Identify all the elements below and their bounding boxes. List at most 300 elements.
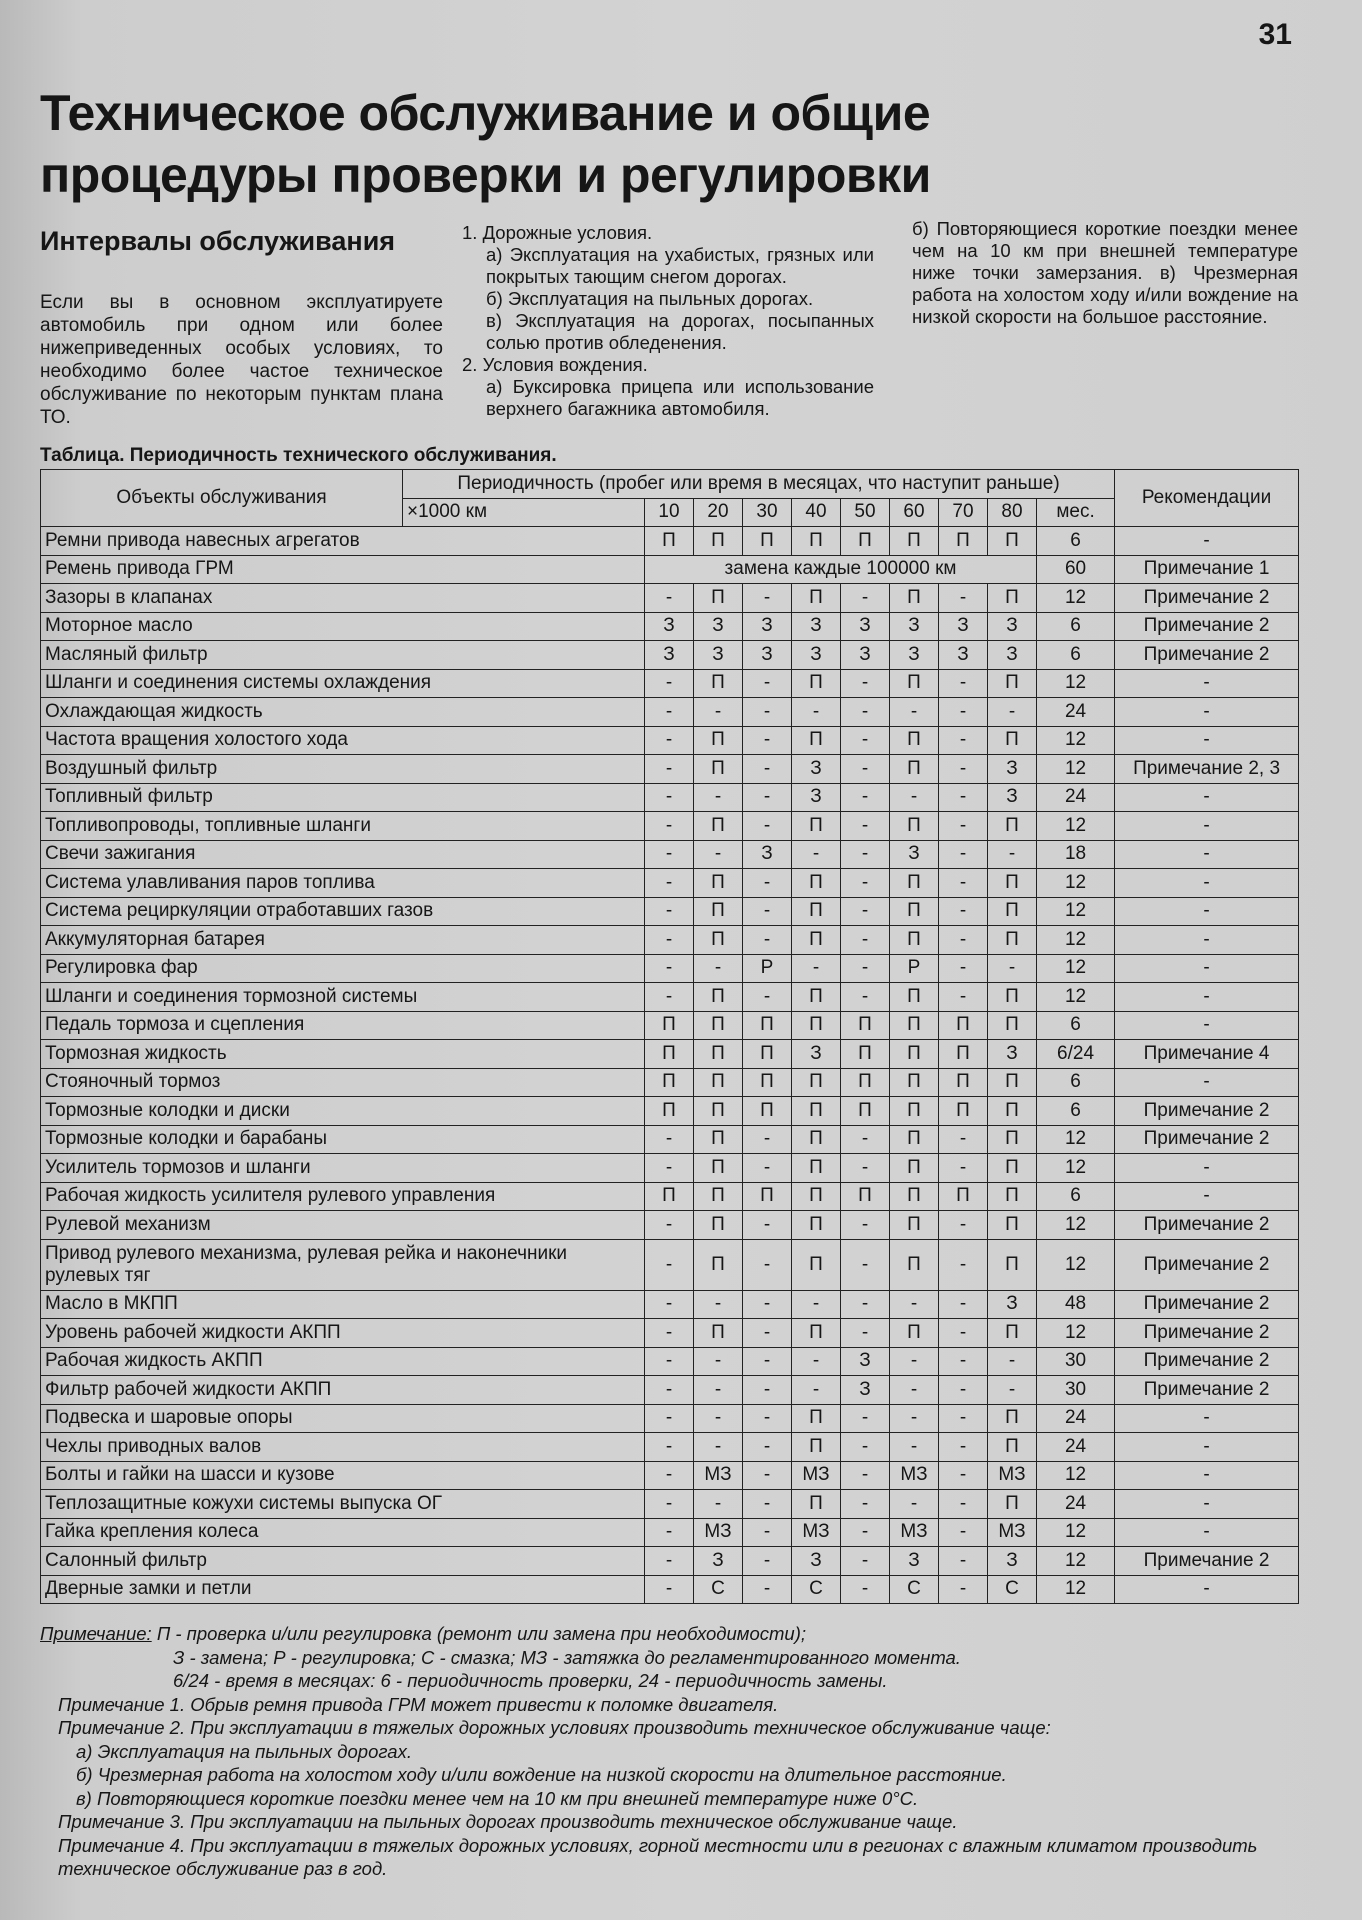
row-interval-cell: П	[988, 1490, 1037, 1519]
row-interval-cell: -	[988, 1376, 1037, 1405]
table-row	[41, 669, 1299, 698]
row-interval-cell: -	[792, 1376, 841, 1405]
row-interval-cell: П	[743, 1040, 792, 1069]
row-interval-cell: -	[841, 584, 890, 613]
table-row	[41, 1319, 1299, 1348]
row-object-name: Подвеска и шаровые опоры	[41, 1404, 645, 1433]
row-interval-cell: П	[988, 983, 1037, 1012]
row-months: 12	[1037, 584, 1115, 613]
row-recommendation: -	[1115, 698, 1299, 727]
row-months: 30	[1037, 1347, 1115, 1376]
row-interval-cell: П	[792, 1404, 841, 1433]
row-interval-cell: П	[792, 983, 841, 1012]
row-interval-cell: -	[841, 726, 890, 755]
row-object-name: Педаль тормоза и сцепления	[41, 1011, 645, 1040]
row-months: 6	[1037, 1182, 1115, 1211]
row-months: 12	[1037, 1154, 1115, 1183]
row-interval-cell: -	[645, 669, 694, 698]
row-interval-cell: -	[645, 812, 694, 841]
row-interval-cell: П	[694, 1154, 743, 1183]
table-row	[41, 1239, 1299, 1290]
row-months: 12	[1037, 812, 1115, 841]
condition-item: 1. Дорожные условия.	[462, 222, 653, 243]
row-interval-cell: П	[694, 926, 743, 955]
row-interval-cell: П	[743, 527, 792, 556]
header-km-label: ×1000 км	[403, 498, 645, 527]
row-interval-cell: П	[890, 926, 939, 955]
row-interval-cell: З	[988, 1290, 1037, 1319]
row-interval-cell: -	[939, 1239, 988, 1290]
note-1: Примечание 1. Обрыв ремня привода ГРМ может привести к поломке двигателя.	[58, 1693, 779, 1715]
row-object-name: Моторное масло	[41, 612, 645, 641]
row-interval-cell: -	[743, 1211, 792, 1240]
row-interval-cell: -	[841, 1125, 890, 1154]
row-interval-cell: -	[645, 698, 694, 727]
row-months: 12	[1037, 1211, 1115, 1240]
row-interval-cell: П	[792, 1211, 841, 1240]
condition-item: а) Эксплуатация на ухабистых, грязных или покрытых тающим снегом дорогах.	[486, 244, 874, 287]
row-interval-cell: -	[841, 1290, 890, 1319]
row-months: 12	[1037, 1461, 1115, 1490]
row-interval-cell: МЗ	[988, 1518, 1037, 1547]
row-months: 6	[1037, 1097, 1115, 1126]
row-interval-cell: -	[645, 1575, 694, 1604]
row-interval-cell: П	[645, 1097, 694, 1126]
row-interval-cell: -	[645, 1319, 694, 1348]
notes-label: Примечание:	[40, 1623, 152, 1644]
row-interval-cell: -	[743, 869, 792, 898]
row-recommendation: -	[1115, 897, 1299, 926]
table-row	[41, 812, 1299, 841]
row-interval-cell: П	[988, 1211, 1037, 1240]
table-row	[41, 1125, 1299, 1154]
row-interval-cell: П	[939, 1011, 988, 1040]
table-row	[41, 527, 1299, 556]
table-row	[41, 726, 1299, 755]
row-recommendation: Примечание 2	[1115, 584, 1299, 613]
row-recommendation: Примечание 1	[1115, 555, 1299, 584]
header-km-70: 70	[939, 498, 988, 527]
row-object-name: Гайка крепления колеса	[41, 1518, 645, 1547]
row-interval-cell: -	[939, 669, 988, 698]
row-interval-cell: -	[841, 669, 890, 698]
row-interval-cell: П	[890, 1211, 939, 1240]
row-interval-cell: З	[792, 1547, 841, 1576]
maintenance-table	[40, 469, 1299, 1604]
row-interval-cell: -	[645, 783, 694, 812]
row-recommendation: -	[1115, 1461, 1299, 1490]
row-object-name: Стояночный тормоз	[41, 1068, 645, 1097]
notes-legend-2: З - замена; Р - регулировка; С - смазка; МЗ - затяжка до регламентированного момента.	[173, 1646, 961, 1668]
row-months: 12	[1037, 1575, 1115, 1604]
table-row	[41, 1347, 1299, 1376]
condition-item: а) Буксировка прицепа или использование верхнего багажника автомобиля.	[486, 376, 874, 419]
row-interval-cell: -	[939, 1518, 988, 1547]
row-interval-cell: -	[939, 698, 988, 727]
row-interval-cell: З	[743, 641, 792, 670]
row-interval-cell: П	[988, 527, 1037, 556]
row-interval-cell: -	[743, 755, 792, 784]
row-interval-cell: -	[988, 840, 1037, 869]
row-interval-cell: -	[792, 1290, 841, 1319]
header-km-50: 50	[841, 498, 890, 527]
row-months: 12	[1037, 1518, 1115, 1547]
table-caption: Таблица. Периодичность технического обслуживания.	[40, 445, 557, 466]
row-interval-cell: З	[694, 641, 743, 670]
row-interval-cell: -	[694, 1290, 743, 1319]
row-interval-cell: П	[694, 1097, 743, 1126]
row-interval-cell: -	[743, 1518, 792, 1547]
row-interval-cell: П	[694, 527, 743, 556]
row-interval-cell: -	[694, 1376, 743, 1405]
row-interval-cell: -	[743, 812, 792, 841]
row-interval-cell: П	[792, 669, 841, 698]
row-months: 12	[1037, 1319, 1115, 1348]
row-interval-cell: -	[841, 1518, 890, 1547]
row-interval-cell: Р	[890, 954, 939, 983]
table-row	[41, 1376, 1299, 1405]
row-interval-cell: -	[645, 983, 694, 1012]
row-interval-cell: З	[890, 1547, 939, 1576]
table-row	[41, 1154, 1299, 1183]
row-interval-cell: МЗ	[792, 1461, 841, 1490]
row-interval-cell: П	[645, 527, 694, 556]
row-interval-cell: -	[645, 755, 694, 784]
row-interval-cell: -	[645, 1347, 694, 1376]
row-months: 24	[1037, 783, 1115, 812]
row-interval-cell: П	[694, 1125, 743, 1154]
row-interval-cell: -	[890, 1490, 939, 1519]
row-interval-cell: П	[988, 1154, 1037, 1183]
row-object-name: Тормозные колодки и барабаны	[41, 1125, 645, 1154]
row-object-name: Рабочая жидкость усилителя рулевого управления	[41, 1182, 645, 1211]
row-interval-cell: П	[694, 1011, 743, 1040]
table-row	[41, 755, 1299, 784]
row-interval-cell: Р	[743, 954, 792, 983]
row-interval-cell: П	[841, 1097, 890, 1126]
row-recommendation: Примечание 2	[1115, 641, 1299, 670]
row-recommendation: Примечание 2	[1115, 1097, 1299, 1126]
header-km-20: 20	[694, 498, 743, 527]
row-interval-cell: -	[939, 1125, 988, 1154]
row-interval-cell: -	[743, 1290, 792, 1319]
row-interval-cell: З	[890, 840, 939, 869]
row-interval-cell: -	[743, 1490, 792, 1519]
conditions-column-3: б) Повторяющиеся короткие поездки менее чем на 10 км при внешней температуре ниже точки замерзания. в) Чрезмерная работа на холостом ходу и/или вождение на низкой скорости на большое расстояние.	[912, 218, 1298, 327]
row-interval-cell: П	[988, 1182, 1037, 1211]
row-interval-cell: П	[743, 1068, 792, 1097]
row-interval-cell: П	[890, 1011, 939, 1040]
row-recommendation: -	[1115, 869, 1299, 898]
header-km-30: 30	[743, 498, 792, 527]
row-interval-cell: -	[939, 1211, 988, 1240]
row-months: 12	[1037, 669, 1115, 698]
row-interval-cell: П	[792, 897, 841, 926]
row-interval-cell: -	[645, 1518, 694, 1547]
row-interval-cell: -	[792, 1347, 841, 1376]
row-months: 12	[1037, 983, 1115, 1012]
row-interval-cell: П	[792, 1433, 841, 1462]
row-interval-cell: -	[743, 783, 792, 812]
page-title: Техническое обслуживание и общие процедуры проверки и регулировки	[40, 85, 931, 203]
row-interval-cell: -	[841, 1404, 890, 1433]
row-interval-cell: -	[988, 954, 1037, 983]
row-interval-cell: П	[792, 1239, 841, 1290]
row-months: 12	[1037, 1239, 1115, 1290]
row-interval-cell: -	[694, 840, 743, 869]
table-row	[41, 1461, 1299, 1490]
row-interval-cell: П	[988, 897, 1037, 926]
row-interval-cell: -	[743, 1376, 792, 1405]
row-object-name: Уровень рабочей жидкости АКПП	[41, 1319, 645, 1348]
row-interval-cell: МЗ	[694, 1461, 743, 1490]
row-interval-cell: -	[939, 726, 988, 755]
row-recommendation: -	[1115, 783, 1299, 812]
row-interval-cell: З	[694, 612, 743, 641]
row-object-name: Топливопроводы, топливные шланги	[41, 812, 645, 841]
row-interval-cell: -	[743, 1461, 792, 1490]
row-interval-cell: З	[890, 641, 939, 670]
row-interval-cell: -	[841, 812, 890, 841]
row-object-name: Воздушный фильтр	[41, 755, 645, 784]
row-interval-cell: С	[890, 1575, 939, 1604]
row-recommendation: -	[1115, 1068, 1299, 1097]
row-months: 6	[1037, 1011, 1115, 1040]
row-interval-cell: -	[645, 840, 694, 869]
row-interval-cell: -	[743, 926, 792, 955]
row-interval-cell: П	[792, 1068, 841, 1097]
row-interval-cell: -	[743, 983, 792, 1012]
row-interval-cell: -	[743, 1239, 792, 1290]
row-recommendation: Примечание 4	[1115, 1040, 1299, 1069]
notes-legend-1-text: П - проверка и/или регулировка (ремонт или замена при необходимости);	[156, 1623, 807, 1644]
row-interval-cell: П	[988, 669, 1037, 698]
header-recommendations: Рекомендации	[1115, 470, 1299, 527]
row-interval-cell: -	[645, 1490, 694, 1519]
row-interval-cell: П	[890, 1040, 939, 1069]
row-interval-cell: П	[890, 726, 939, 755]
row-interval-cell: П	[792, 812, 841, 841]
row-object-name: Усилитель тормозов и шланги	[41, 1154, 645, 1183]
row-interval-cell: -	[743, 726, 792, 755]
row-interval-cell: -	[743, 698, 792, 727]
row-interval-cell: П	[890, 1239, 939, 1290]
row-interval-cell: П	[694, 812, 743, 841]
row-interval-cell: -	[743, 1575, 792, 1604]
notes-legend-3: 6/24 - время в месяцах: 6 - периодичность проверки, 24 - периодичность замены.	[173, 1670, 888, 1691]
row-interval-cell: П	[792, 1154, 841, 1183]
row-object-name: Шланги и соединения системы охлаждения	[41, 669, 645, 698]
row-interval-cell: П	[792, 527, 841, 556]
row-interval-cell: З	[792, 1040, 841, 1069]
table-row	[41, 555, 1299, 584]
row-interval-cell: -	[939, 1154, 988, 1183]
row-recommendation: -	[1115, 527, 1299, 556]
row-interval-cell: -	[939, 983, 988, 1012]
table-row	[41, 612, 1299, 641]
row-interval-cell: П	[694, 1040, 743, 1069]
row-interval-cell: -	[841, 897, 890, 926]
note-3: Примечание 3. При эксплуатации на пыльных дорогах производить техническое обслуживание чаще.	[58, 1811, 958, 1832]
row-months: 60	[1037, 555, 1115, 584]
row-interval-cell: П	[890, 669, 939, 698]
row-object-name: Частота вращения холостого хода	[41, 726, 645, 755]
row-interval-cell: П	[890, 983, 939, 1012]
row-interval-cell: З	[743, 840, 792, 869]
row-interval-cell: -	[645, 1290, 694, 1319]
row-recommendation: -	[1115, 1490, 1299, 1519]
row-interval-cell: -	[743, 1433, 792, 1462]
page-number: 31	[1258, 18, 1292, 51]
table-row	[41, 869, 1299, 898]
row-interval-cell: П	[694, 755, 743, 784]
row-interval-cell: П	[890, 897, 939, 926]
row-interval-cell: П	[694, 869, 743, 898]
row-interval-cell: -	[939, 1319, 988, 1348]
row-interval-cell: -	[841, 869, 890, 898]
row-object-name: Теплозащитные кожухи системы выпуска ОГ	[41, 1490, 645, 1519]
row-interval-cell: П	[988, 1239, 1037, 1290]
row-interval-cell: -	[841, 1575, 890, 1604]
header-periodicity: Периодичность (пробег или время в месяцах, что наступит раньше)	[403, 470, 1115, 499]
conditions-column-2	[462, 222, 874, 420]
row-interval-cell: П	[694, 669, 743, 698]
row-interval-cell: -	[939, 1376, 988, 1405]
table-row	[41, 926, 1299, 955]
row-interval-cell: -	[841, 1547, 890, 1576]
row-interval-cell: -	[841, 1319, 890, 1348]
row-interval-span: замена каждые 100000 км	[645, 555, 1037, 584]
row-interval-cell: -	[645, 1239, 694, 1290]
row-months: 12	[1037, 1125, 1115, 1154]
row-interval-cell: П	[694, 584, 743, 613]
row-interval-cell: -	[645, 1547, 694, 1576]
row-interval-cell: П	[694, 1211, 743, 1240]
row-interval-cell: -	[841, 1211, 890, 1240]
row-interval-cell: -	[841, 1461, 890, 1490]
row-interval-cell: -	[743, 1547, 792, 1576]
row-object-name: Свечи зажигания	[41, 840, 645, 869]
row-interval-cell: -	[645, 926, 694, 955]
row-recommendation: Примечание 2	[1115, 1347, 1299, 1376]
row-interval-cell: П	[645, 1182, 694, 1211]
row-recommendation: Примечание 2	[1115, 1290, 1299, 1319]
row-object-name: Зазоры в клапанах	[41, 584, 645, 613]
row-interval-cell: П	[792, 869, 841, 898]
row-interval-cell: -	[841, 1239, 890, 1290]
row-object-name: Масло в МКПП	[41, 1290, 645, 1319]
row-interval-cell: МЗ	[890, 1518, 939, 1547]
row-months: 6	[1037, 641, 1115, 670]
row-interval-cell: -	[890, 1404, 939, 1433]
row-interval-cell: -	[841, 783, 890, 812]
row-interval-cell: -	[890, 1376, 939, 1405]
row-interval-cell: З	[792, 641, 841, 670]
row-months: 6	[1037, 1068, 1115, 1097]
row-interval-cell: П	[792, 1125, 841, 1154]
row-interval-cell: П	[988, 1319, 1037, 1348]
row-interval-cell: -	[841, 755, 890, 784]
row-recommendation: Примечание 2, 3	[1115, 755, 1299, 784]
row-recommendation: -	[1115, 983, 1299, 1012]
row-interval-cell: -	[939, 897, 988, 926]
row-interval-cell: -	[694, 698, 743, 727]
row-interval-cell: -	[792, 954, 841, 983]
row-interval-cell: -	[890, 698, 939, 727]
row-recommendation: -	[1115, 1575, 1299, 1604]
row-object-name: Салонный фильтр	[41, 1547, 645, 1576]
section-subheading: Интервалы обслуживания	[40, 226, 396, 256]
table-row	[41, 983, 1299, 1012]
row-interval-cell: П	[939, 1068, 988, 1097]
row-object-name: Фильтр рабочей жидкости АКПП	[41, 1376, 645, 1405]
row-interval-cell: -	[694, 1347, 743, 1376]
row-interval-cell: -	[645, 1211, 694, 1240]
row-object-name: Шланги и соединения тормозной системы	[41, 983, 645, 1012]
row-interval-cell: -	[743, 669, 792, 698]
row-interval-cell: -	[890, 1433, 939, 1462]
row-interval-cell: -	[645, 869, 694, 898]
row-months: 12	[1037, 726, 1115, 755]
row-interval-cell: З	[841, 641, 890, 670]
row-interval-cell: -	[743, 1319, 792, 1348]
row-interval-cell: П	[743, 1182, 792, 1211]
row-months: 24	[1037, 1490, 1115, 1519]
row-interval-cell: -	[939, 1575, 988, 1604]
row-interval-cell: -	[645, 584, 694, 613]
row-interval-cell: П	[890, 1319, 939, 1348]
row-recommendation: -	[1115, 926, 1299, 955]
row-interval-cell: П	[988, 812, 1037, 841]
row-interval-cell: П	[988, 1433, 1037, 1462]
table-row	[41, 1182, 1299, 1211]
row-object-name: Тормозная жидкость	[41, 1040, 645, 1069]
row-interval-cell: -	[939, 926, 988, 955]
row-object-name: Рулевой механизм	[41, 1211, 645, 1240]
row-interval-cell: З	[792, 612, 841, 641]
row-interval-cell: П	[694, 726, 743, 755]
row-interval-cell: МЗ	[890, 1461, 939, 1490]
row-interval-cell: З	[988, 641, 1037, 670]
row-interval-cell: П	[988, 1011, 1037, 1040]
row-interval-cell: -	[841, 1490, 890, 1519]
row-months: 6/24	[1037, 1040, 1115, 1069]
row-recommendation: -	[1115, 840, 1299, 869]
row-interval-cell: П	[890, 812, 939, 841]
row-interval-cell: П	[792, 926, 841, 955]
row-object-name: Привод рулевого механизма, рулевая рейка и наконечники рулевых тяг	[41, 1239, 645, 1290]
row-interval-cell: -	[645, 726, 694, 755]
table-row	[41, 783, 1299, 812]
table-row	[41, 1433, 1299, 1462]
note-2b: б) Чрезмерная работа на холостом ходу и/или вождение на низкой скорости на длительное расстояние.	[76, 1764, 1007, 1785]
table-row	[41, 698, 1299, 727]
row-recommendation: -	[1115, 954, 1299, 983]
header-months: мес.	[1037, 498, 1115, 527]
row-interval-cell: П	[988, 584, 1037, 613]
row-object-name: Рабочая жидкость АКПП	[41, 1347, 645, 1376]
header-objects: Объекты обслуживания	[41, 470, 403, 527]
row-interval-cell: -	[841, 840, 890, 869]
row-interval-cell: -	[743, 1125, 792, 1154]
row-months: 30	[1037, 1376, 1115, 1405]
row-interval-cell: -	[939, 1547, 988, 1576]
row-interval-cell: П	[939, 1182, 988, 1211]
row-interval-cell: С	[988, 1575, 1037, 1604]
table-row	[41, 1547, 1299, 1576]
row-interval-cell: -	[694, 783, 743, 812]
row-interval-cell: -	[939, 1290, 988, 1319]
